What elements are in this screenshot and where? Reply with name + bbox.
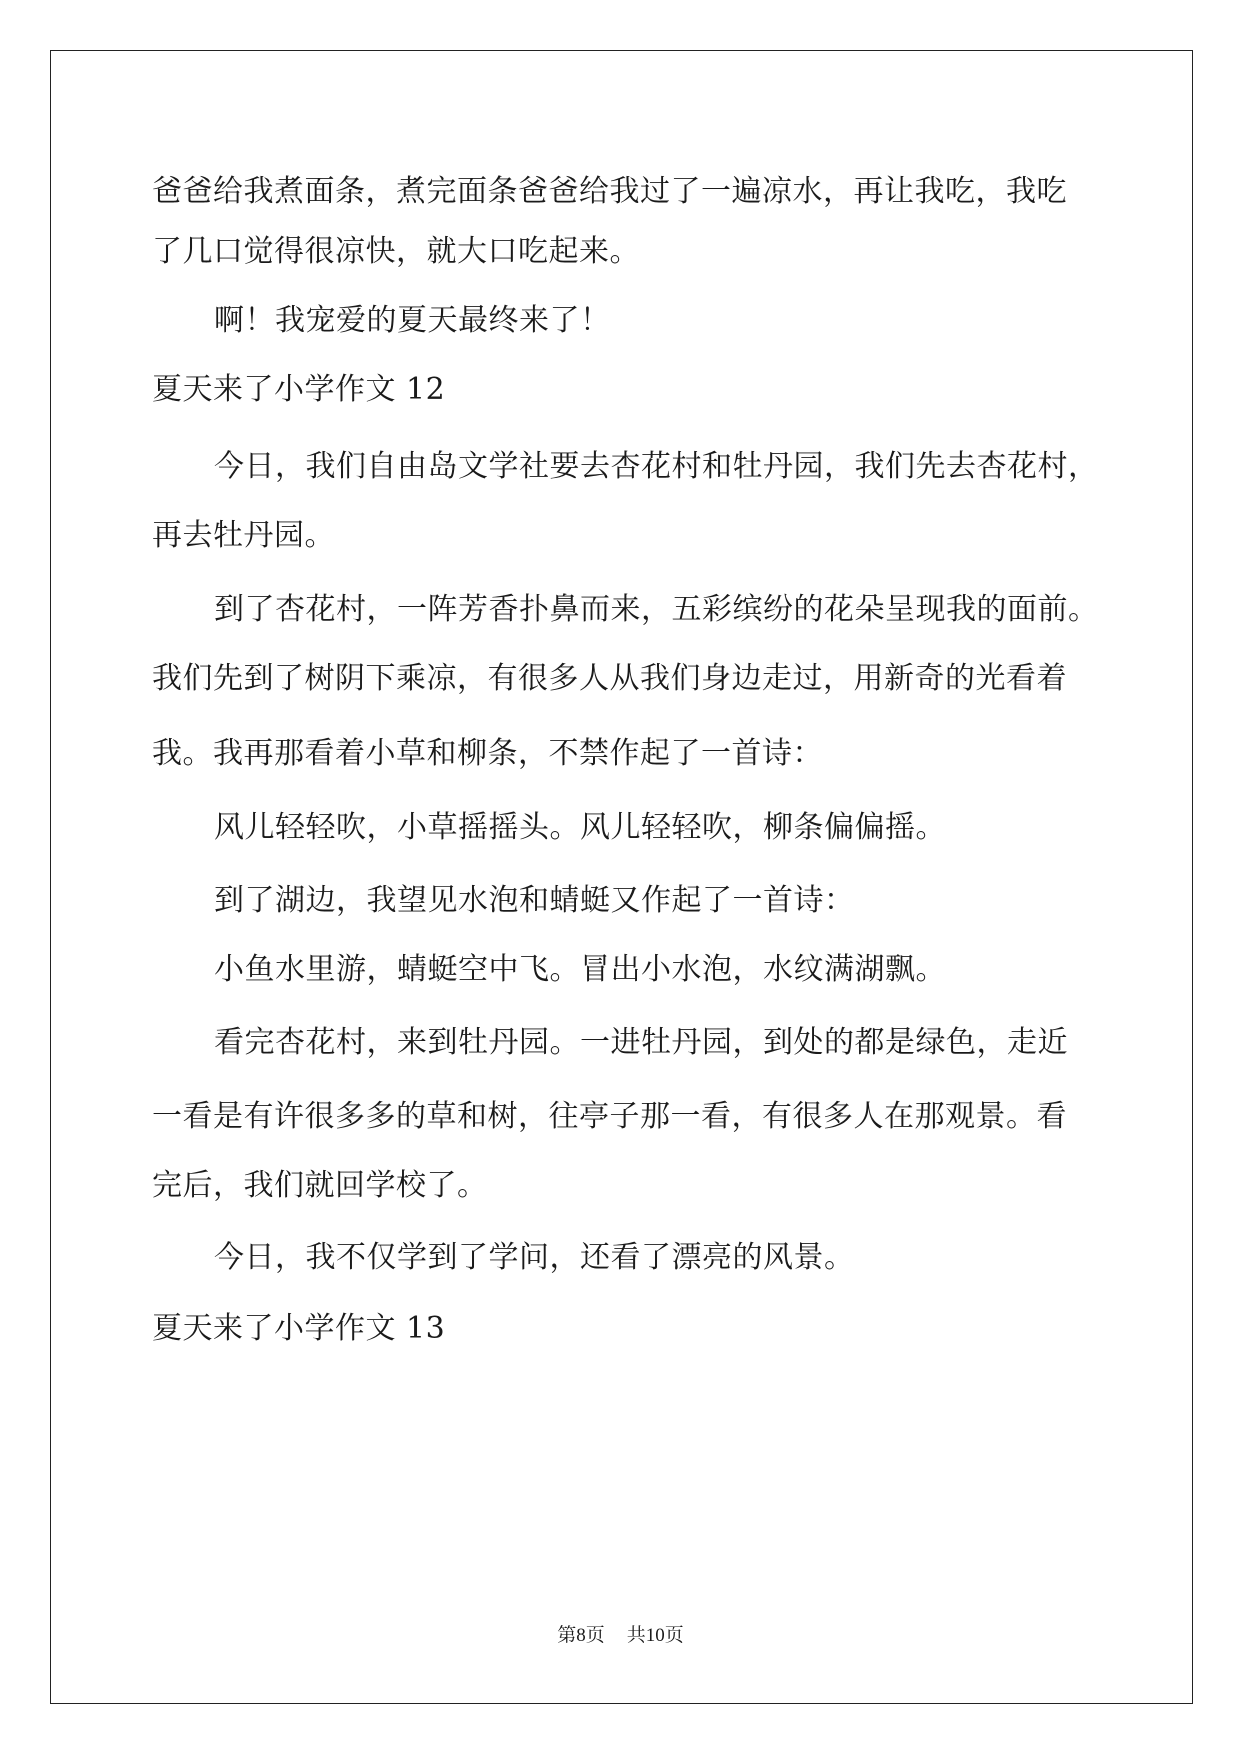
paragraph-line: 一看是有许很多多的草和树，往亭子那一看，有很多人在那观景。看 [152,1099,1067,1134]
paragraph-line: 了几口觉得很凉快，就大口吃起来。 [152,234,640,269]
page-total: 共10页 [626,1625,684,1646]
paragraph-line: 我们先到了树阴下乘凉，有很多人从我们身边走过，用新奇的光看着 [152,661,1067,696]
paragraph-line: 今日，我不仅学到了学问，还看了漂亮的风景。 [214,1240,855,1275]
poem-line: 风儿轻轻吹，小草摇摇头。风儿轻轻吹，柳条偏偏摇。 [214,810,946,845]
poem-line: 小鱼水里游，蜻蜓空中飞。冒出小水泡，水纹满湖飘。 [214,952,946,987]
section-heading: 夏天来了小学作文 12 [152,372,446,407]
paragraph-line: 到了杏花村，一阵芳香扑鼻而来，五彩缤纷的花朵呈现我的面前。 [214,592,1099,627]
paragraph-line: 完后，我们就回学校了。 [152,1168,488,1203]
paragraph-line: 我。我再那看着小草和柳条，不禁作起了一首诗： [152,736,823,771]
paragraph-line: 啊！我宠爱的夏天最终来了！ [214,303,611,338]
page-number: 第8页 [557,1625,605,1646]
page-border [50,50,1193,1704]
paragraph-line: 到了湖边，我望见水泡和蜻蜓又作起了一首诗： [214,883,855,918]
section-heading: 夏天来了小学作文 13 [152,1311,446,1346]
paragraph-line: 爸爸给我煮面条，煮完面条爸爸给我过了一遍凉水，再让我吃，我吃 [152,174,1067,209]
paragraph-line: 今日，我们自由岛文学社要去杏花村和牡丹园，我们先去杏花村， [214,449,1099,484]
page-footer [0,1624,1241,1648]
paragraph-line: 看完杏花村，来到牡丹园。一进牡丹园，到处的都是绿色，走近 [214,1025,1068,1060]
paragraph-line: 再去牡丹园。 [152,518,335,553]
